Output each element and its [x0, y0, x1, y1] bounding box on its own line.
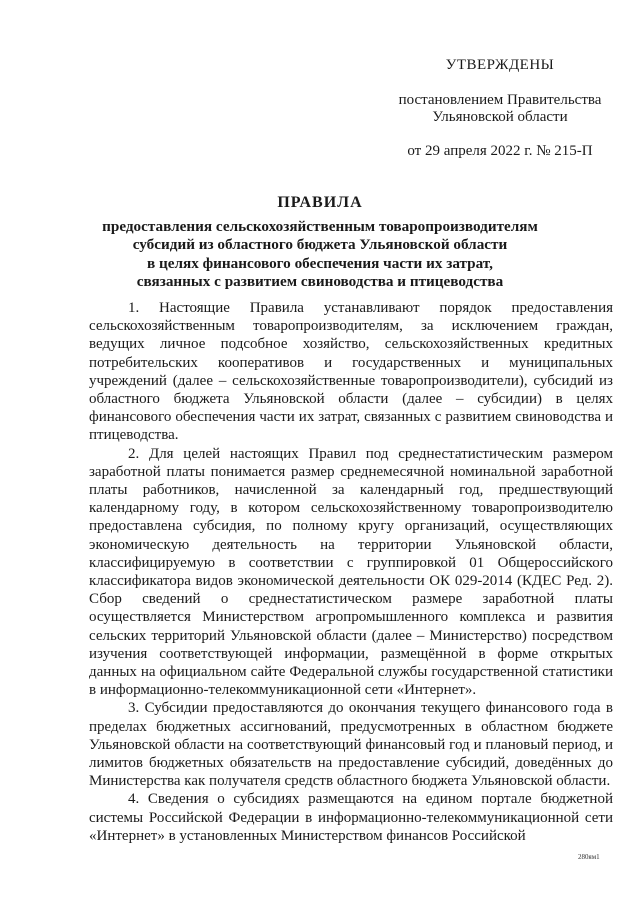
approval-date-number: от 29 апреля 2022 г. № 215-П — [407, 143, 593, 159]
approval-heading: УТВЕРЖДЕНЫ — [445, 57, 555, 73]
approval-issuer-line-1: постановлением Правительства — [398, 92, 602, 108]
subtitle-line: предоставления сельскохозяйственным товаропроизводителям — [102, 218, 538, 235]
approval-issuer — [390, 92, 610, 126]
paragraph-3: 3. Субсидии предоставляются до окончания текущего финансового года в пределах бюджетных ассигнований, предусмотренных в областном бюджете Ульяновской области на соответствующий финансовый год и плановый период, и лимитов бюджетных обязательств на предоставление субсидий, доведённых до Министерства как получателя средств областного бюджета Ульяновской области. — [89, 700, 613, 790]
paragraph-4: 4. Сведения о субсидиях размещаются на едином портале бюджетной системы Российской Федерации в информационно-телекоммуникационной сети «Интернет» в установленных Министерством финансов Российской — [89, 791, 613, 844]
document-title: ПРАВИЛА — [277, 194, 363, 211]
document-body — [89, 299, 613, 845]
paragraph-2: 2. Для целей настоящих Правил под среднестатистическим размером заработной платы понимается размер среднемесячной номинальной заработной платы работников, начисленной за календарный год, предшествующий календарному году, в котором сельскохозяйственному товаропроизводителю предоставлена субсидия, по полному кругу организаций, осуществляющих экономическую деятельность на территории Ульяновской области, классифицируемую в соответствии с группировкой 01 Общероссийского классификатора видов экономической деятельности ОК 029-2014 (КДЕС Ред. 2). Сбор сведений о среднестатистическом размере заработной платы осуществляется Министерством агропромышленного комплекса и развития сельских территорий Ульяновской области (далее – Министерство) посредством изучения соответствующей информации, размещённой в форме открытых данных на официальном сайте Федеральной службы государственной статистики в информационно-телекоммуникационной сети «Интернет». — [89, 445, 613, 699]
paragraph-1: 1. Настоящие Правила устанавливают порядок предоставления сельскохозяйственным товаропроизводителям, за исключением граждан, ведущих личное подсобное хозяйство, сельскохозяйственных кредитных потребительских кооперативов и государственных и муниципальных учреждений (далее – сельскохозяйственные товаропроизводители), субсидий из областного бюджета Ульяновской области (далее – субсидии) в целях финансового обеспечения части их затрат, связанных с развитием свиноводства и птицеводства. — [89, 300, 613, 444]
subtitle-line: в целях финансового обеспечения части их затрат, — [147, 254, 493, 272]
subtitle-line: связанных с развитием свиноводства и птицеводства — [136, 272, 504, 290]
document-subtitle — [95, 218, 545, 291]
footer-code: 280ям1 — [578, 853, 600, 861]
approval-issuer-line-2: Ульяновской области — [432, 109, 568, 125]
subtitle-line: субсидий из областного бюджета Ульяновской области — [132, 236, 508, 254]
